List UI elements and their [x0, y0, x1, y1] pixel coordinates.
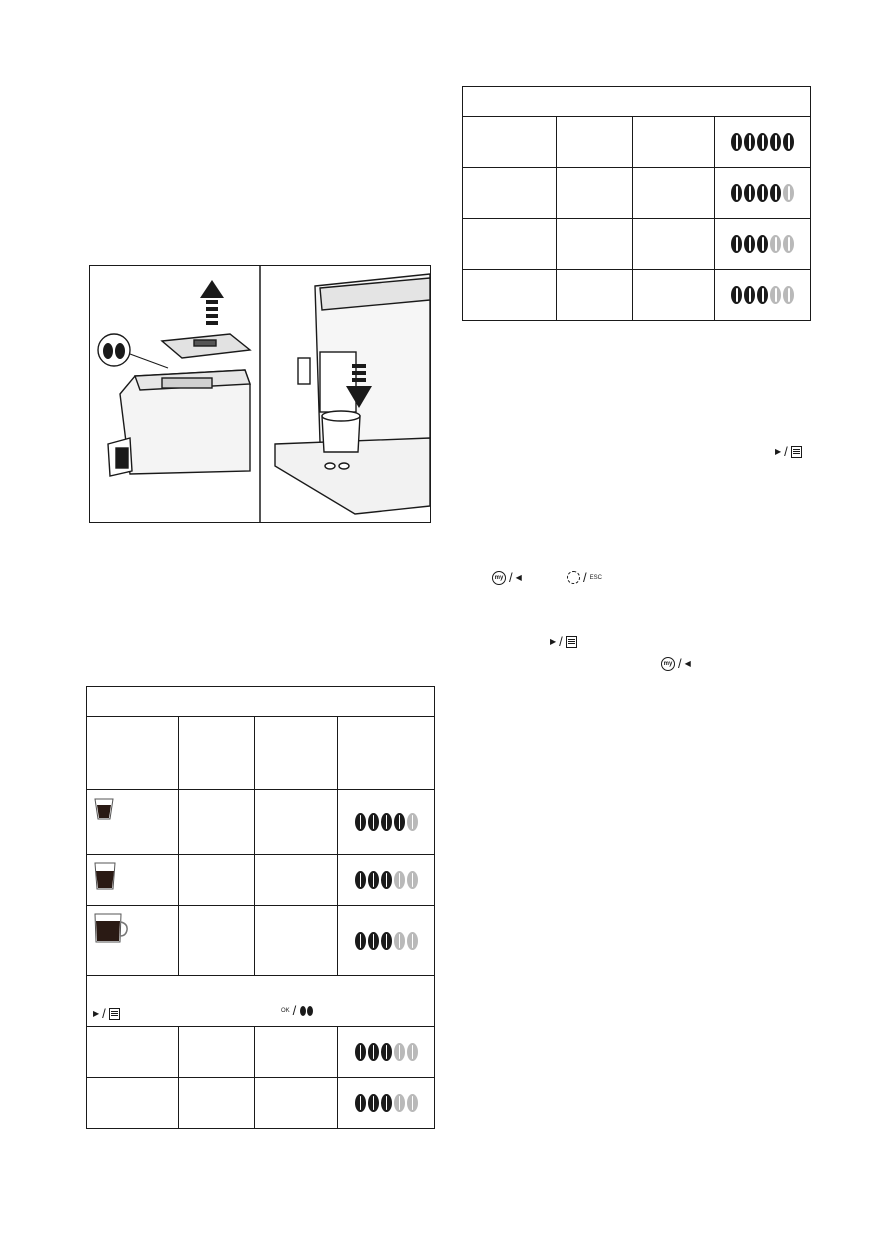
my-button-icon: my [661, 657, 675, 671]
play-icon: ▶ [550, 637, 557, 646]
espresso-cup-icon [93, 796, 115, 822]
play-icon: ▶ [775, 447, 782, 456]
menu-icon [791, 446, 802, 458]
bean-strength-3 [715, 235, 810, 253]
settings-esc-control: / ESC [567, 570, 602, 585]
my-back-control: my / ◀ [661, 656, 691, 671]
table-row [87, 906, 435, 976]
table-row [463, 117, 811, 168]
left-strength-table [86, 686, 435, 1129]
up-arrow [200, 280, 224, 325]
ok-label: OK [281, 1007, 290, 1014]
bean-strength-4 [338, 813, 434, 831]
esc-label: ESC [589, 574, 602, 581]
ok-bean-control: OK / [281, 1003, 315, 1018]
bean-strength-3 [338, 932, 434, 950]
coffee-beans-icon [98, 334, 168, 368]
left-machine [108, 370, 250, 476]
my-button-icon: my [492, 571, 506, 585]
lid [162, 334, 250, 358]
table-row [87, 1027, 435, 1078]
next-menu-control: ▶ / [775, 444, 802, 459]
bean-strength-3 [338, 1043, 434, 1061]
bean-strength-5 [715, 133, 810, 151]
illustration-svg [90, 266, 430, 522]
bean-strength-4 [715, 184, 810, 202]
table-row [87, 790, 435, 855]
next-menu-control: ▶ / [93, 1006, 120, 1021]
back-arrow-icon: ◀ [684, 659, 691, 668]
right-table-header [463, 87, 811, 117]
table-row [87, 855, 435, 906]
bean-pair-icon [299, 1006, 315, 1016]
coffee-glass-icon [93, 861, 117, 891]
bean-strength-3 [338, 871, 434, 889]
back-arrow-icon: ◀ [515, 573, 522, 582]
table-row [87, 1078, 435, 1129]
table-row [463, 270, 811, 321]
long-coffee-mug-icon [93, 912, 129, 944]
bean-strength-3 [338, 1094, 434, 1112]
left-table-header [87, 687, 435, 717]
gear-icon [567, 571, 580, 584]
right-strength-table [462, 86, 811, 321]
next-menu-control: ▶ / [550, 634, 577, 649]
play-icon: ▶ [93, 1009, 100, 1018]
machine-illustration [89, 265, 431, 523]
bean-strength-3 [715, 286, 810, 304]
table-row [463, 168, 811, 219]
menu-icon [566, 636, 577, 648]
table-row [463, 219, 811, 270]
menu-icon [109, 1008, 120, 1020]
my-back-control: my / ◀ [492, 570, 522, 585]
